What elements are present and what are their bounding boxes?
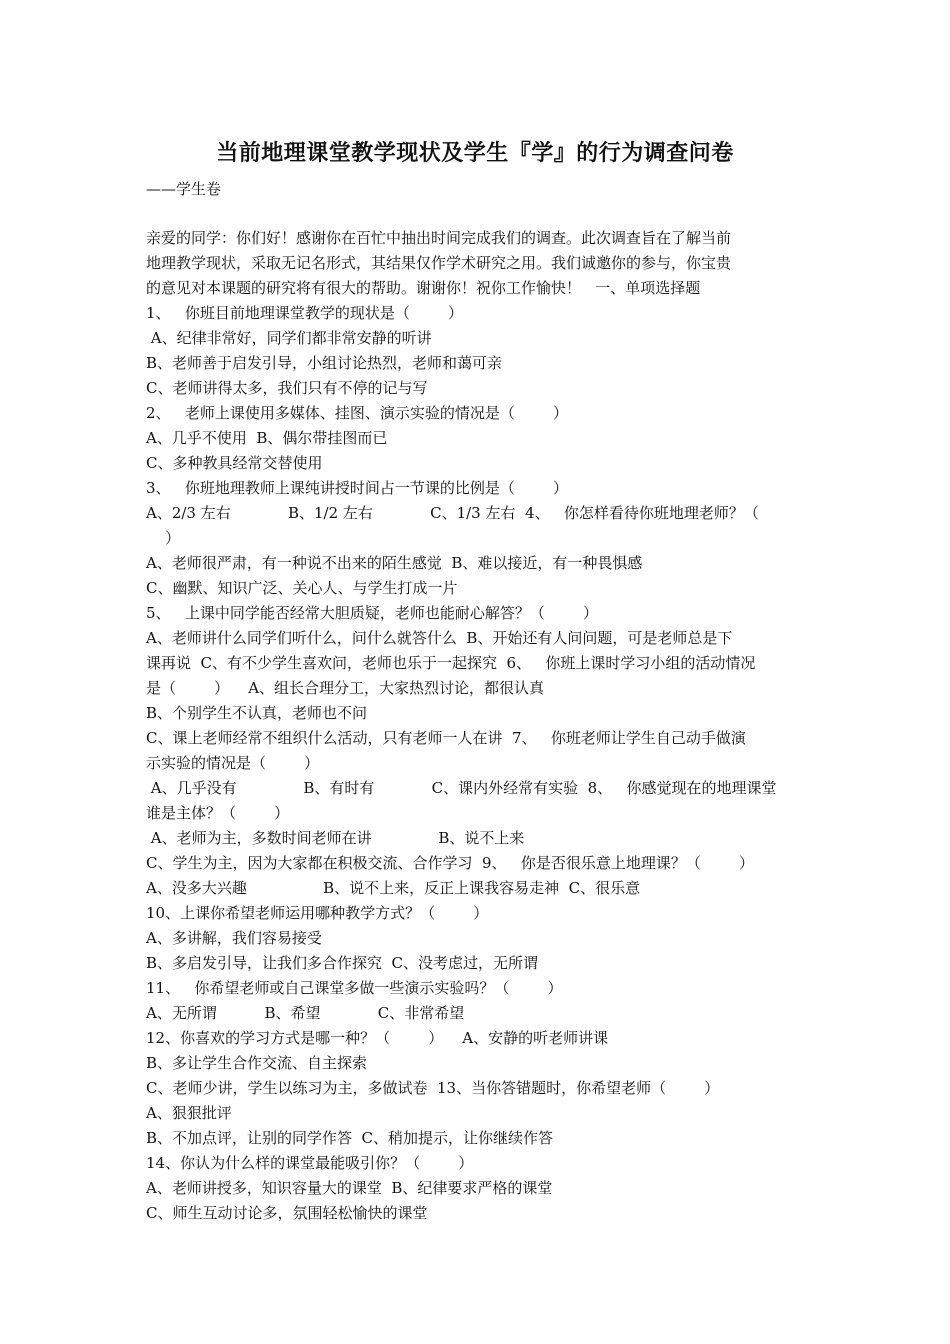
text-line: 14、你认为什么样的课堂最能吸引你？（ ） (146, 1154, 474, 1172)
text-line: 11、 你希望老师或自己课堂多做一些演示实验吗？（ ） (146, 979, 563, 997)
text-line: 示实验的情况是（ ） (146, 754, 320, 772)
text-line: A、多讲解，我们容易接受 (146, 929, 322, 947)
text-line: 的意见对本课题的研究将有很大的帮助。谢谢你！祝你工作愉快！ 一、单项选择题 (146, 279, 701, 297)
text-line: A、纪律非常好，同学们都非常安静的听讲 (146, 329, 432, 347)
text-line: A、几乎不使用 B、偶尔带挂图而已 (146, 429, 388, 447)
text-line: C、多种教具经常交替使用 (146, 454, 323, 472)
text-line: C、课上老师经常不组织什么活动，只有老师一人在讲 7、 你班老师让学生自己动手做演 (146, 729, 746, 747)
text-line: 亲爱的同学：你们好！感谢你在百忙中抽出时间完成我们的调查。此次调查旨在了解当前 (146, 229, 732, 247)
text-line: 地理教学现状，采取无记名形式，其结果仅作学术研究之用。我们诚邀你的参与，你宝贵 (146, 254, 732, 272)
text-line: ） (146, 529, 181, 547)
text-line: 2、 老师上课使用多媒体、挂图、演示实验的情况是（ ） (146, 404, 568, 422)
text-line: C、老师少讲，学生以练习为主，多做试卷 13、当你答错题时，你希望老师（ ） (146, 1079, 720, 1097)
text-line: C、师生互动讨论多，氛围轻松愉快的课堂 (146, 1204, 428, 1222)
text-line: A、老师很严肃，有一种说不出来的陌生感觉 B、难以接近，有一种畏惧感 (146, 554, 643, 572)
text-line: A、狠狠批评 (146, 1104, 232, 1122)
text-line: 3、 你班地理教师上课纯讲授时间占一节课的比例是（ ） (146, 479, 568, 497)
text-line: A、老师讲什么同学们听什么，问什么就答什么 B、开始还有人问问题，可是老师总是下 (146, 629, 733, 647)
text-line: B、不加点评，让别的同学作答 C、稍加提示，让你继续作答 (146, 1129, 554, 1147)
page-title: 当前地理课堂教学现状及学生『学』的行为调查问卷 (216, 140, 734, 166)
text-line: 1、 你班目前地理课堂教学的现状是（ ） (146, 304, 463, 322)
text-line: A、几乎没有 B、有时有 C、课内外经常有实验 8、 你感觉现在的地理课堂 (146, 779, 777, 797)
text-line: A、老师讲授多，知识容量大的课堂 B、纪律要求严格的课堂 (146, 1179, 553, 1197)
text-line: B、个别学生不认真，老师也不问 (146, 704, 368, 722)
text-line: 5、 上课中同学能否经常大胆质疑，老师也能耐心解答？（ ） (146, 604, 598, 622)
text-line: C、学生为主，因为大家都在积极交流、合作学习 9、 你是否很乐意上地理课？（ ） (146, 854, 755, 872)
text-line: A、无所谓 B、希望 C、非常希望 (146, 1004, 465, 1022)
text-line: 10、上课你希望老师运用哪种教学方式？（ ） (146, 904, 489, 922)
text-line: 谁是主体？（ ） (146, 804, 290, 822)
text-line: A、老师为主，多数时间老师在讲 B、说不上来 (146, 829, 525, 847)
text-line: 课再说 C、有不少学生喜欢问，老师也乐于一起探究 6、 你班上课时学习小组的活动情况 (146, 654, 756, 672)
text-line: A、2/3 左右 B、1/2 左右 C、1/3 左右 4、 你怎样看待你班地理老师？（ (146, 504, 759, 522)
text-line: C、幽默、知识广泛、关心人、与学生打成一片 (146, 579, 458, 597)
text-line: B、老师善于启发引导，小组讨论热烈，老师和蔼可亲 (146, 354, 503, 372)
text-line: 是（ ） A、组长合理分工，大家热烈讨论，都很认真 (146, 679, 545, 697)
text-line: B、多让学生合作交流、自主探索 (146, 1054, 368, 1072)
page-subtitle: ——学生卷 (146, 180, 222, 198)
questionnaire-body (146, 226, 810, 1226)
text-line: C、老师讲得太多，我们只有不停的记与写 (146, 379, 428, 397)
text-line: A、没多大兴趣 B、说不上来，反正上课我容易走神 C、很乐意 (146, 879, 641, 897)
text-line: B、多启发引导，让我们多合作探究 C、没考虑过，无所谓 (146, 954, 539, 972)
text-line: 12、你喜欢的学习方式是哪一种？（ ） A、安静的听老师讲课 (146, 1029, 609, 1047)
